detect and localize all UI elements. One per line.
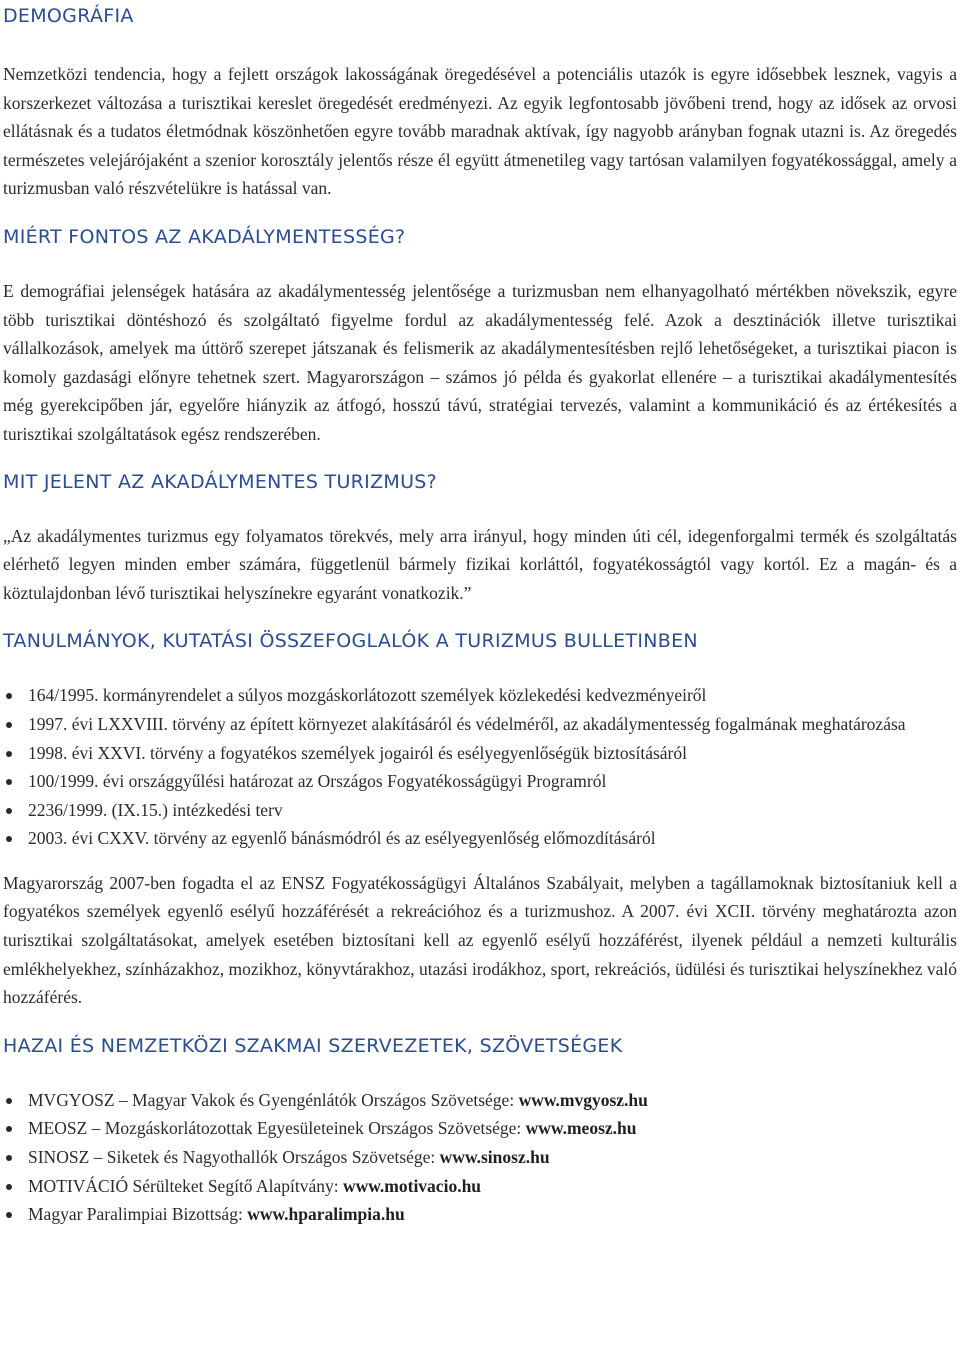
- section-heading-demografia: DEMOGRÁFIA: [3, 5, 134, 27]
- paragraph-miert: E demográfiai jelenségek hatására az akadálymentesség jelentősége a turizmusban nem elhanyagolható mértékben növekszik, egyre több turisztikai döntéshozó és szolgáltató figyelme fordul az akadálymentesség felé. Azok a desztinációk illetve turisztikai vállalkozások, amelyek ma úttörő szerepet játszanak és felismerik az akadálymentesítésben rejlő lehetőségeket, a turisztikai piacon is komoly gazdasági előnyre tehetnek szert. Magyarországon – számos jó példa és gyakorlat ellenére – a turisztikai akadálymentesítés még gyerekcipőben jár, egyelőre hiányzik az átfogó, hosszú távú, stratégiai tervezés, valamint a kommunikáció és az értékesítés a turisztikai szolgáltatások egész rendszerében.: [3, 280, 957, 444]
- list-item: 100/1999. évi országgyűlési határozat az Országos Fogyatékosságügyi Programról: [3, 767, 957, 796]
- paragraph-demografia: Nemzetközi tendencia, hogy a fejlett országok lakosságának öregedésével a potenciális utazók is egyre idősebbek lesznek, vagyis a korszerkezet változása a turisztikai kereslet öregedését eredményezi. Az egyik legfontosabb jövőbeni trend, hogy az idősek az orvosi ellátásnak és a tudatos életmódnak köszönhetően egyre tovább maradnak aktívak, így nagyobb arányban fognak utazni is. Az öregedés természetes velejárójaként a szenior korosztály jelentős része él együtt átmenetileg vagy tartósan valamilyen fogyatékossággal, amely a turizmusban való részvételükre is hatással van.: [3, 64, 957, 199]
- legislation-list: [3, 681, 957, 853]
- list-item: [3, 1086, 957, 1115]
- section-heading-hazai: HAZAI ÉS NEMZETKÖZI SZAKMAI SZERVEZETEK, SZÖVETSÉGEK: [3, 1034, 623, 1057]
- list-item: 1997. évi LXXVIII. törvény az épített környezet alakításáról és védelméről, az akadálymentesség fogalmának meghatározása: [3, 710, 957, 739]
- list-item: [3, 1200, 957, 1229]
- org-name: Magyar Paralimpiai Bizottság:: [28, 1204, 248, 1225]
- org-website-link[interactable]: www.mvgyosz.hu: [518, 1089, 648, 1110]
- section-heading-miert: MIÉRT FONTOS AZ AKADÁLYMENTESSÉG?: [3, 225, 406, 248]
- list-item: 1998. évi XXVI. törvény a fogyatékos személyek jogairól és esélyegyenlőségük biztosításáról: [3, 739, 957, 768]
- list-item: [3, 1114, 957, 1143]
- section-heading-tanulmanyok: TANULMÁNYOK, KUTATÁSI ÖSSZEFOGLALÓK A TURIZMUS BULLETINBEN: [3, 630, 698, 653]
- org-name: MVGYOSZ – Magyar Vakok és Gyengénlátók Országos Szövetsége:: [28, 1089, 519, 1110]
- list-item: [3, 1172, 957, 1201]
- org-website-link[interactable]: www.sinosz.hu: [439, 1147, 550, 1168]
- list-item: 164/1995. kormányrendelet a súlyos mozgáskorlátozott személyek közlekedési kedvezményeiről: [3, 681, 957, 710]
- paragraph-un-rules: Magyarország 2007-ben fogadta el az ENSZ Fogyatékosságügyi Általános Szabályait, melyben a tagállamoknak biztosítaniuk kell a fogyatékos személyek egyenlő esélyű hozzáférését a rekreációhoz és a turizmushoz. A 2007. évi XCII. törvény meghatározta azon turisztikai szolgáltatásokat, amelyek esetében biztosítani kell az egyenlő esélyű hozzáférést, ilyenek például a nemzeti kulturális emlékhelyekhez, színházakhoz, mozikhoz, könyvtárakhoz, utazási irodákhoz, sport, rekreációs, üdülési és turisztikai helyszínekhez való hozzáférés.: [3, 872, 957, 1008]
- document-page: [3, 0, 957, 1229]
- org-website-link[interactable]: www.hparalimpia.hu: [247, 1204, 405, 1225]
- org-name: SINOSZ – Siketek és Nagyothallók Országos Szövetsége:: [28, 1147, 440, 1168]
- list-item: 2236/1999. (IX.15.) intézkedési terv: [3, 796, 957, 825]
- org-name: MOTIVÁCIÓ Sérülteket Segítő Alapítvány:: [28, 1175, 343, 1196]
- list-item: 2003. évi CXXV. törvény az egyenlő bánásmódról és az esélyegyenlőség előmozdításáról: [3, 824, 957, 853]
- org-name: MEOSZ – Mozgáskorlátozottak Egyesületeinek Országos Szövetsége:: [28, 1118, 526, 1139]
- section-heading-mit: MIT JELENT AZ AKADÁLYMENTES TURIZMUS?: [3, 470, 438, 493]
- list-item: [3, 1143, 957, 1172]
- org-website-link[interactable]: www.meosz.hu: [525, 1118, 637, 1139]
- organizations-list: [3, 1086, 957, 1229]
- org-website-link[interactable]: www.motivacio.hu: [342, 1175, 482, 1196]
- paragraph-definition-quote: „Az akadálymentes turizmus egy folyamatos törekvés, mely arra irányul, hogy minden úti cél, idegenforgalmi termék és szolgáltatás elérhető legyen minden ember számára, függetlenül bármely fizikai korláttól, fogyatékosságtól vagy kortól. Ez a magán- és a köztulajdonban lévő turisztikai helyszínekre egyaránt vonatkozik.”: [3, 525, 957, 603]
